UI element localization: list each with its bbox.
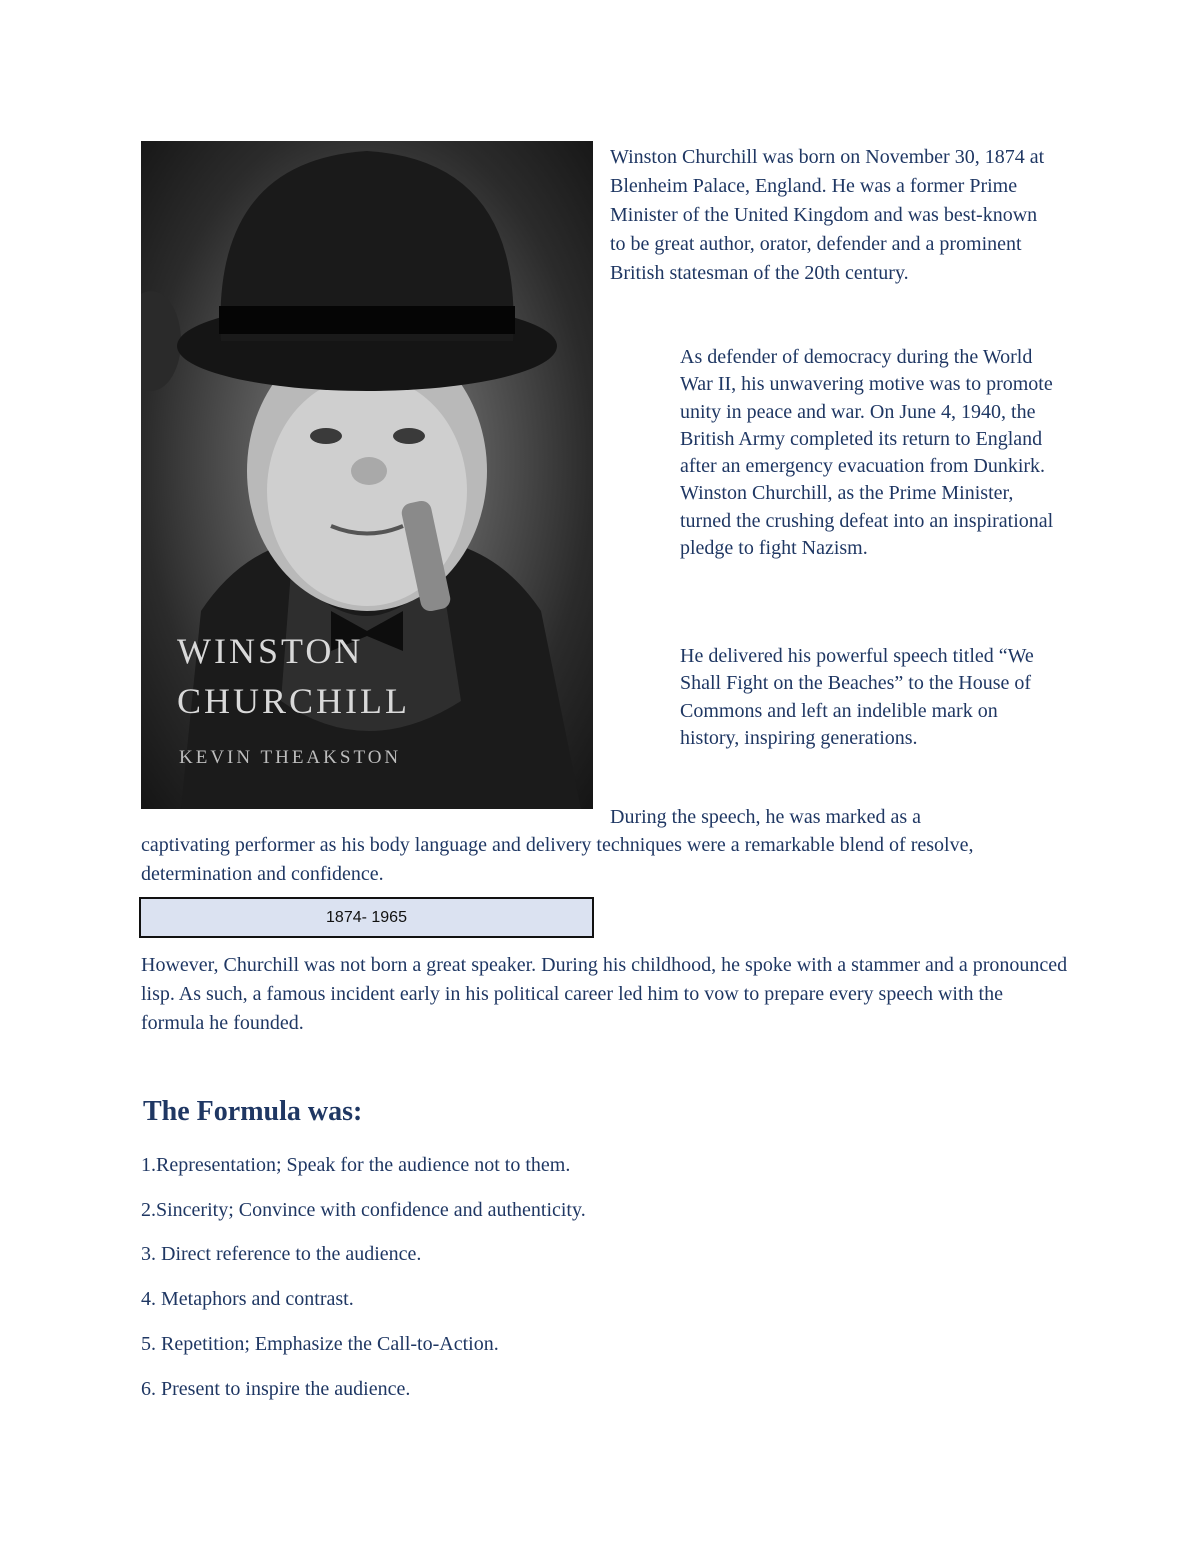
performance-paragraph-rest: captivating performer as his body language and delivery techniques were a remarkable blend of resolve, determination and confidence. bbox=[141, 834, 974, 885]
list-item: 5. Repetition; Emphasize the Call-to-Action. bbox=[141, 1333, 499, 1355]
formula-heading: The Formula was: bbox=[143, 1096, 363, 1127]
however-paragraph: However, Churchill was not born a great speaker. During his childhood, he spoke with a stammer and a pronounced lisp. As such, a famous incident early in his political career led him to vow to prepare every speech with the formula he founded. bbox=[141, 954, 1068, 1034]
book-cover-image bbox=[141, 141, 593, 809]
defender-paragraph: As defender of democracy during the World War II, his unwavering motive was to promote unity in peace and war. On June 4, 1940, the British Army completed its return to England after an emergency evacuation from Dunkirk. Winston Churchill, as the Prime Minister, turned the crushing defeat into an inspirational pledge to fight Nazism. bbox=[680, 346, 1054, 560]
cover-title-line2: CHURCHILL bbox=[177, 681, 410, 721]
lifespan-caption: 1874- 1965 bbox=[139, 897, 594, 938]
speech-paragraph: He delivered his powerful speech titled “We Shall Fight on the Beaches” to the House of Commons and left an indelible mark on history, inspiring generations. bbox=[680, 645, 1034, 749]
cover-author: KEVIN THEAKSTON bbox=[179, 747, 402, 768]
cover-title-line1: WINSTON bbox=[177, 631, 364, 671]
list-item: 6. Present to inspire the audience. bbox=[141, 1378, 411, 1400]
intro-paragraph: Winston Churchill was born on November 30, 1874 at Blenheim Palace, England. He was a former Prime Minister of the United Kingdom and was best-known to be great author, orator, defender and a prominent British statesman of the 20th century. bbox=[610, 146, 1045, 284]
list-item: 4. Metaphors and contrast. bbox=[141, 1288, 354, 1310]
list-item: 3. Direct reference to the audience. bbox=[141, 1243, 422, 1265]
performance-paragraph-start: During the speech, he was marked as a bbox=[610, 806, 921, 828]
list-item: 1.Representation; Speak for the audience not to them. bbox=[141, 1154, 571, 1176]
list-item: 2.Sincerity; Convince with confidence and authenticity. bbox=[141, 1199, 586, 1221]
